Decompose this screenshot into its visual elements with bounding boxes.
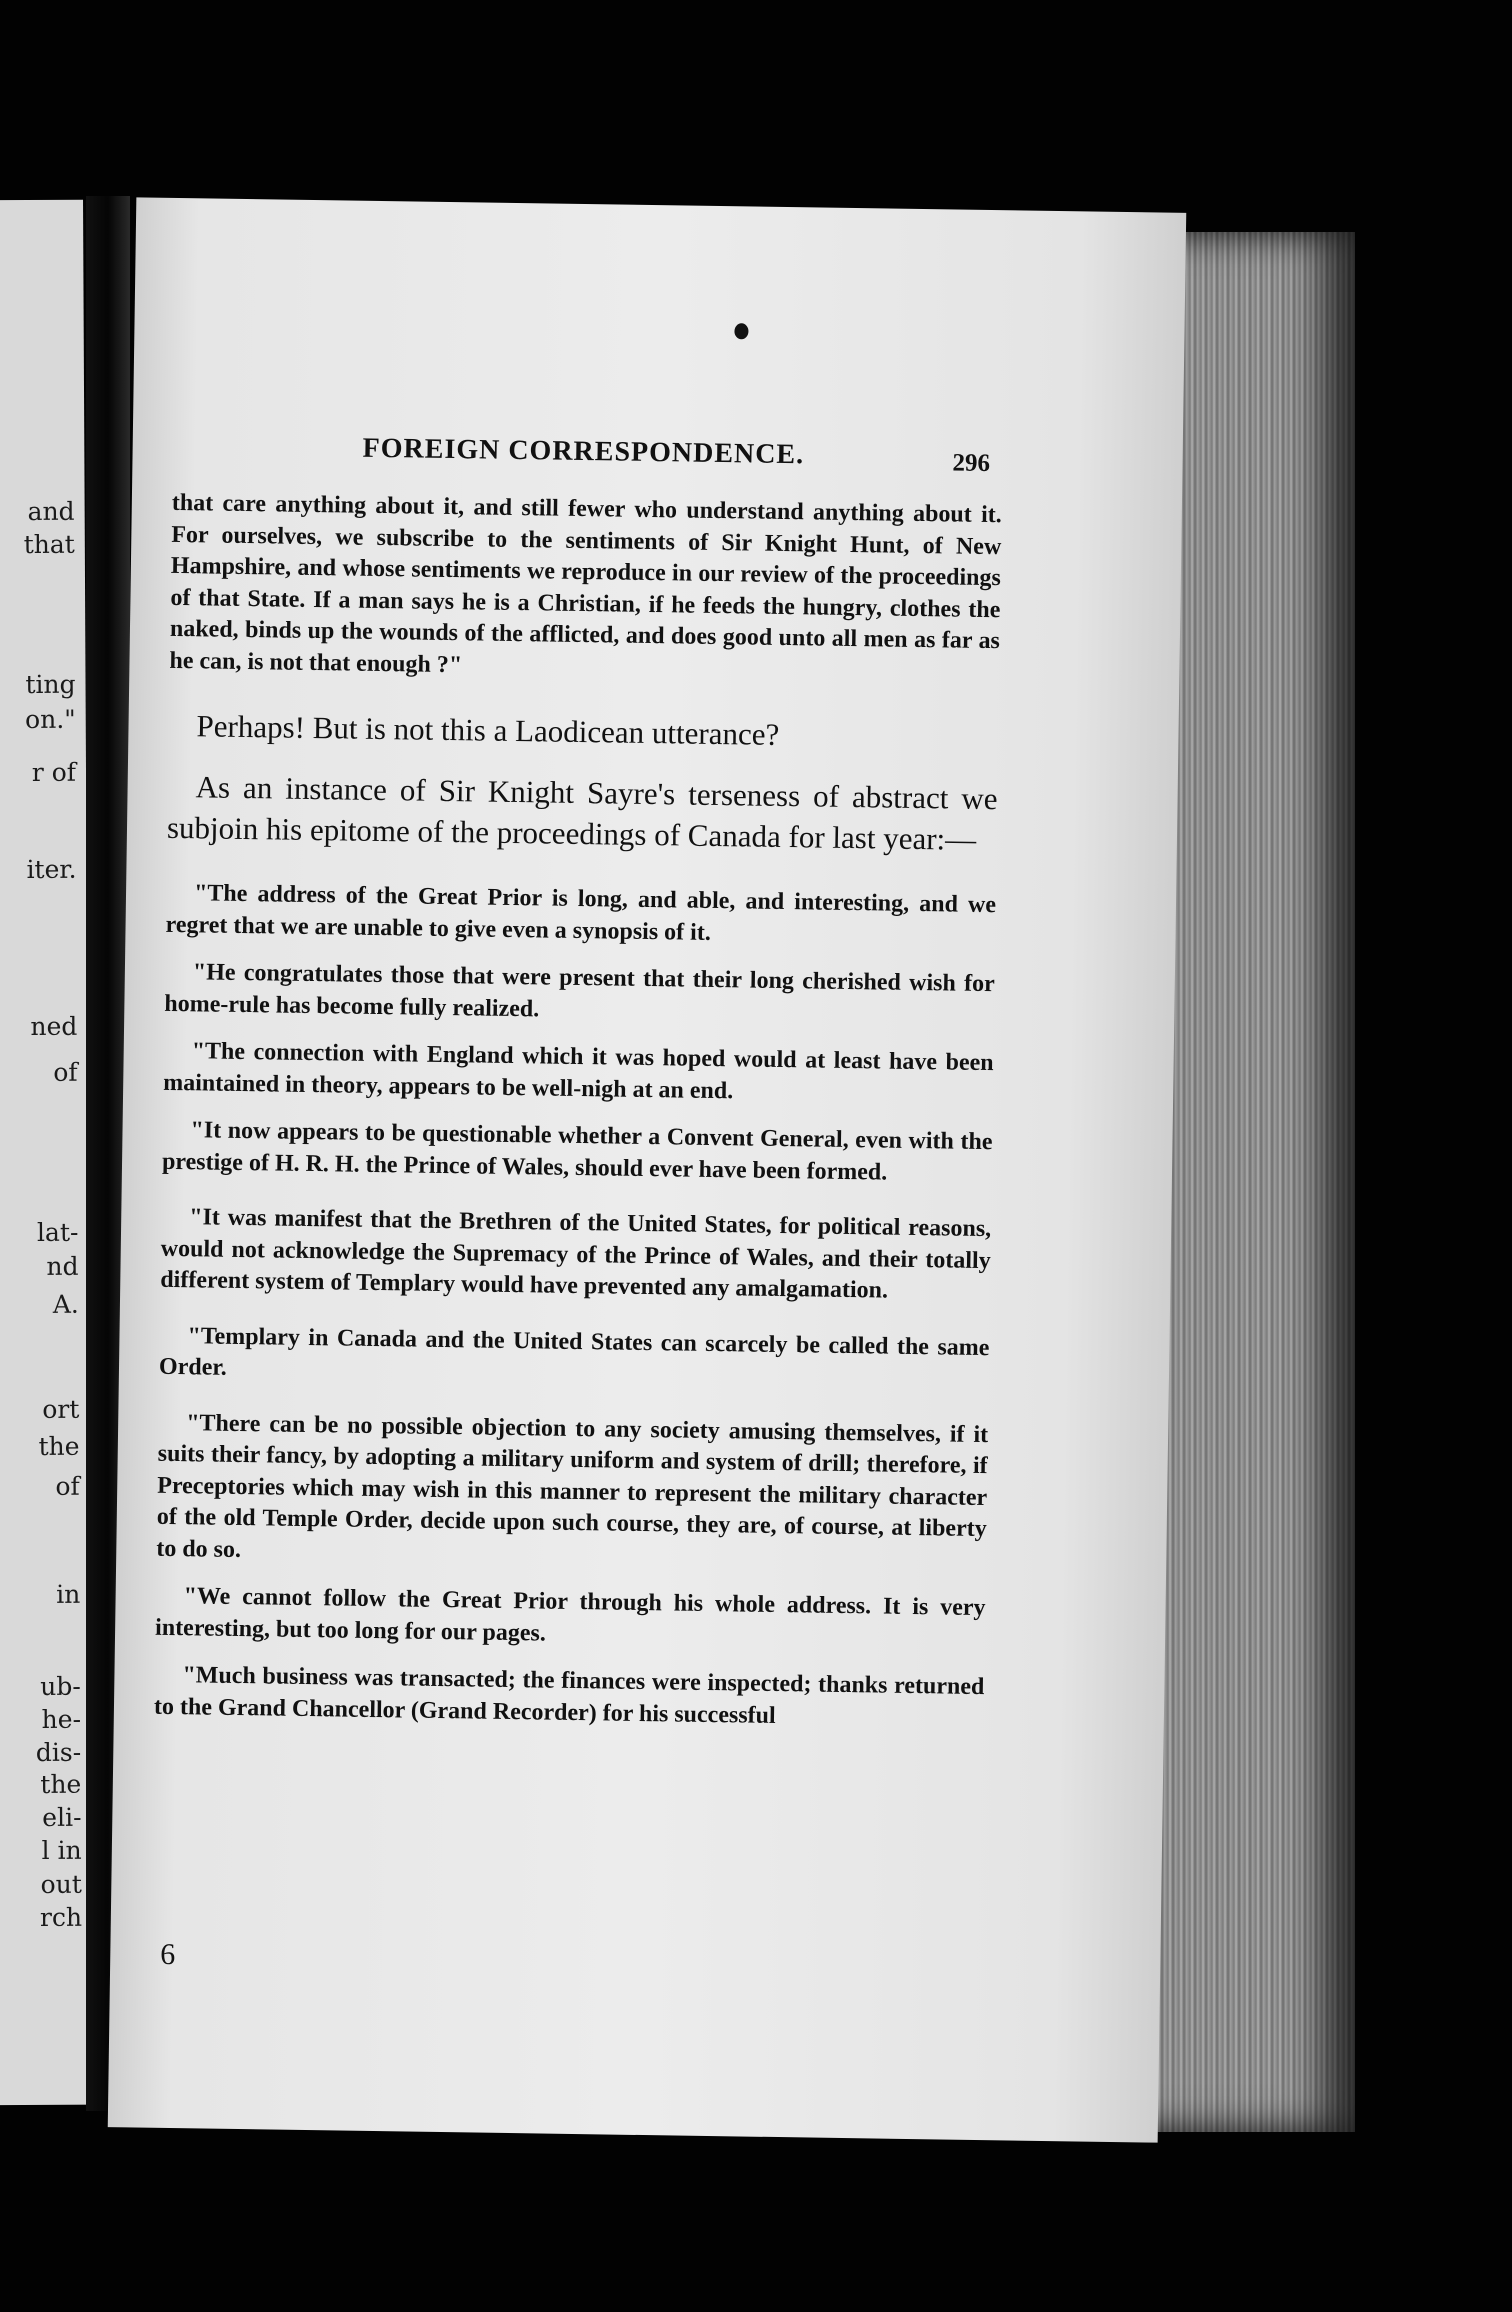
quoted-paragraph: "It now appears to be questionable whether a Convent General, even with the prestige of H. R. H. the Prince of Wales, should ever have been formed. (161, 1117, 993, 1186)
left-page-fragment: nd (46, 1251, 79, 1281)
paragraph: that care anything about it, and still fewer who understand anything about it. For ourselves, we subscribe to the sentiments of Sir Knight Hunt, of New Hampshire, and whose sentiments we reproduce in our review of the proceedings of that State. If a man says he is a Christian, if he feeds the hungry, clothes the naked, binds up the wounds of the afflicted, and does good unto all men as far as he can, is not that enough ?" (169, 489, 1002, 678)
quoted-paragraph: "We cannot follow the Great Prior through his whole address. It is very interesting, but too long for our pages. (154, 1583, 986, 1647)
quoted-paragraph: "The address of the Great Prior is long, and able, and interesting, and we regret that we are unable to give even a synopsis of it. (165, 880, 997, 946)
quoted-paragraph: "Much business was transacted; the finances were inspected; thanks returned to the Grand Chancellor (Grand Recorder) for his successful (153, 1662, 985, 1729)
left-page-fragment: out (40, 1869, 82, 1899)
left-page-fragment: eli- (42, 1802, 82, 1832)
left-page-fragment: l in (41, 1835, 82, 1865)
quoted-paragraph: "It was manifest that the Brethren of the United States, for political reasons, would not acknowledge the Supremacy of the Prince of Wales, and their totally different system of Templary would have prevented any amalgamation. (160, 1204, 992, 1304)
left-page-fragment: lat- (36, 1217, 79, 1247)
left-page-fragment: the (38, 1431, 80, 1461)
left-page-fragment: that (23, 529, 75, 560)
ink-dot (734, 323, 748, 339)
left-page-fragment: dis- (35, 1737, 82, 1767)
left-page-fragment: and (27, 496, 75, 526)
signature-mark: 6 (160, 1937, 176, 1972)
left-page-fragment: ub- (40, 1671, 81, 1701)
body-text (154, 488, 1002, 1735)
quoted-paragraph: "The connection with England which it was hoped would at least have been maintained in theory, appears to be well-nigh at an end. (163, 1038, 994, 1104)
left-page-fragment: A. (52, 1289, 79, 1319)
left-page-fragment: in (56, 1579, 81, 1609)
left-page-fragment: of (55, 1471, 80, 1501)
quoted-paragraph: "He congratulates those that were present that their long cherished wish for home-rule has become fully realized. (164, 959, 995, 1022)
left-page-fragment: ort (42, 1394, 80, 1424)
left-page-fragment: ned (30, 1011, 78, 1041)
left-page-fragment: of (53, 1057, 78, 1087)
paragraph: Perhaps! But is not this a Laodicean utterance? (196, 708, 780, 752)
left-page-fragment: the (40, 1769, 82, 1799)
left-facing-page (0, 200, 93, 2106)
left-page-fragment: rch (39, 1902, 83, 1932)
main-page (108, 197, 1187, 2142)
left-page-fragment: r of (31, 757, 77, 787)
left-page-fragment: he- (41, 1704, 82, 1734)
left-page-fragment: on." (25, 704, 76, 735)
paragraph: As an instance of Sir Knight Sayre's terseness of abstract we subjoin his epitome of the proceedings of Canada for last year:— (166, 769, 998, 857)
left-page-fragment: iter. (26, 854, 77, 885)
running-head: FOREIGN CORRESPONDENCE. (362, 432, 805, 471)
left-page-fragment: ting (25, 669, 76, 700)
quoted-paragraph: "Templary in Canada and the United States can scarcely be called the same Order. (158, 1322, 990, 1381)
quoted-paragraph: "There can be no possible objection to any society amusing themselves, if it suits their fancy, by adopting a military uniform and system of drill; therefore, if Preceptories which may wish in this manner to represent the military character of the old Temple Order, decide upon such course, they are, of course, at liberty to do so. (156, 1409, 989, 1563)
page-number: 296 (952, 449, 991, 478)
